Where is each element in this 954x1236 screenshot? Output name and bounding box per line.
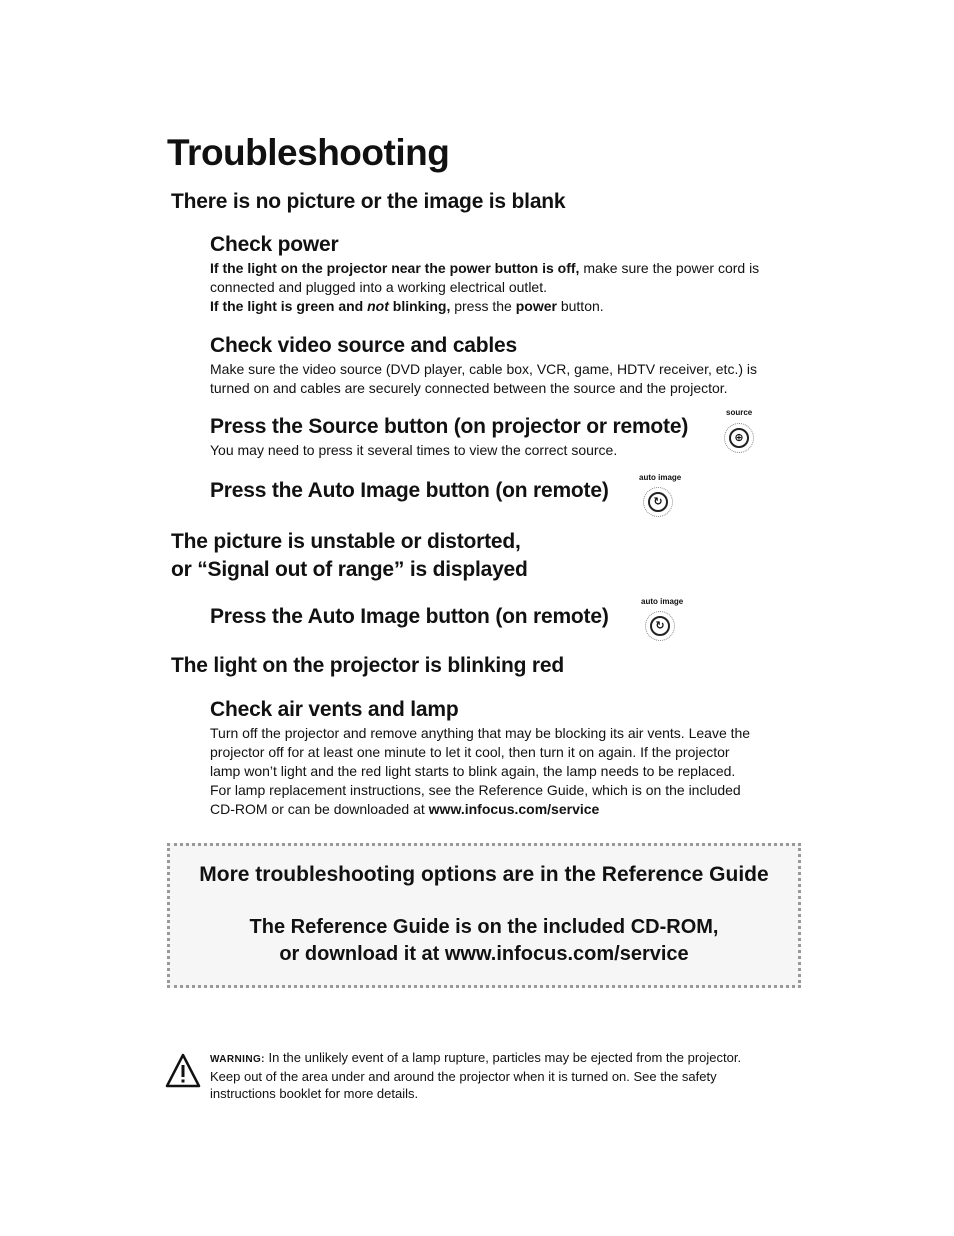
green-light-condition-b: blinking, — [388, 298, 451, 314]
warning-text — [210, 1049, 810, 1102]
source-button-icon: ⊕ — [724, 423, 754, 453]
vents-line-4: For lamp replacement instructions, see the Reference Guide, which is on the included — [210, 782, 741, 798]
auto-image-button-icon: ↻ — [643, 487, 673, 517]
vents-line-2: projector off for at least one minute to let it cool, then turn it on again. If the projector — [210, 744, 730, 760]
warning-line-1: In the unlikely event of a lamp rupture, particles may be ejected from the projector. — [264, 1050, 742, 1065]
section-heading-no-picture: There is no picture or the image is blank — [171, 190, 566, 213]
section-heading-blinking-red: The light on the projector is blinking red — [171, 654, 564, 677]
heading-check-air-vents: Check air vents and lamp — [210, 698, 459, 721]
callout-sub-line-1: The Reference Guide is on the included CD-ROM, — [249, 916, 719, 938]
service-link[interactable]: www.infocus.com/service — [428, 801, 600, 817]
heading-press-auto-image-1: Press the Auto Image button (on remote) — [210, 479, 609, 502]
warning-line-3: instructions booklet for more details. — [210, 1086, 419, 1101]
vents-line-5: CD-ROM or can be downloaded at — [210, 801, 429, 817]
check-video-text — [210, 360, 800, 398]
page-title: Troubleshooting — [167, 132, 450, 173]
power-line-2: connected and plugged into a working electrical outlet. — [210, 279, 547, 295]
auto-image-icon-label-1: auto image — [639, 473, 682, 482]
auto-image-button-icon: ↻ — [645, 611, 675, 641]
button-word: button. — [556, 298, 604, 314]
heading-press-auto-image-2: Press the Auto Image button (on remote) — [210, 605, 609, 628]
video-line-1: Make sure the video source (DVD player, cable box, VCR, game, HDTV receiver, etc.) is — [210, 361, 757, 377]
source-icon-label: source — [726, 408, 753, 417]
heading-check-power: Check power — [210, 233, 339, 256]
warning-line-2: Keep out of the area under and around the projector when it is turned on. See the safety — [210, 1069, 717, 1084]
power-off-condition: If the light on the projector near the power button is off, — [210, 260, 580, 276]
vents-line-1: Turn off the projector and remove anything that may be blocking its air vents. Leave the — [210, 725, 751, 741]
auto-image-icon-label-2: auto image — [641, 597, 684, 606]
press-source-text: You may need to press it several times to view the correct source. — [210, 442, 618, 458]
callout-subtitle — [170, 914, 798, 968]
callout-title: More troubleshooting options are in the Reference Guide — [199, 863, 769, 886]
vents-line-3: lamp won’t light and the red light starts to blink again, the lamp needs to be replaced. — [210, 763, 736, 779]
green-light-condition-a: If the light is green and — [210, 298, 368, 314]
press-text: press the — [450, 298, 516, 314]
emphasis-not: not — [367, 298, 389, 314]
unstable-heading-line-1: The picture is unstable or distorted, — [171, 530, 521, 553]
reference-guide-callout — [167, 843, 801, 988]
callout-sub-line-2: or download it at www.infocus.com/service — [279, 943, 689, 965]
warning-label: WARNING: — [210, 1054, 265, 1065]
power-off-instruction: make sure the power cord is — [579, 260, 760, 276]
video-line-2: turned on and cables are securely connected between the source and the projector. — [210, 380, 728, 396]
power-word: power — [515, 298, 557, 314]
check-power-text — [210, 259, 800, 316]
section-heading-unstable — [171, 528, 528, 584]
warning-triangle-icon — [165, 1053, 201, 1089]
heading-check-video: Check video source and cables — [210, 334, 517, 357]
check-vents-text — [210, 724, 800, 819]
heading-press-source: Press the Source button (on projector or remote) — [210, 415, 689, 438]
unstable-heading-line-2: or “Signal out of range” is displayed — [171, 558, 528, 581]
